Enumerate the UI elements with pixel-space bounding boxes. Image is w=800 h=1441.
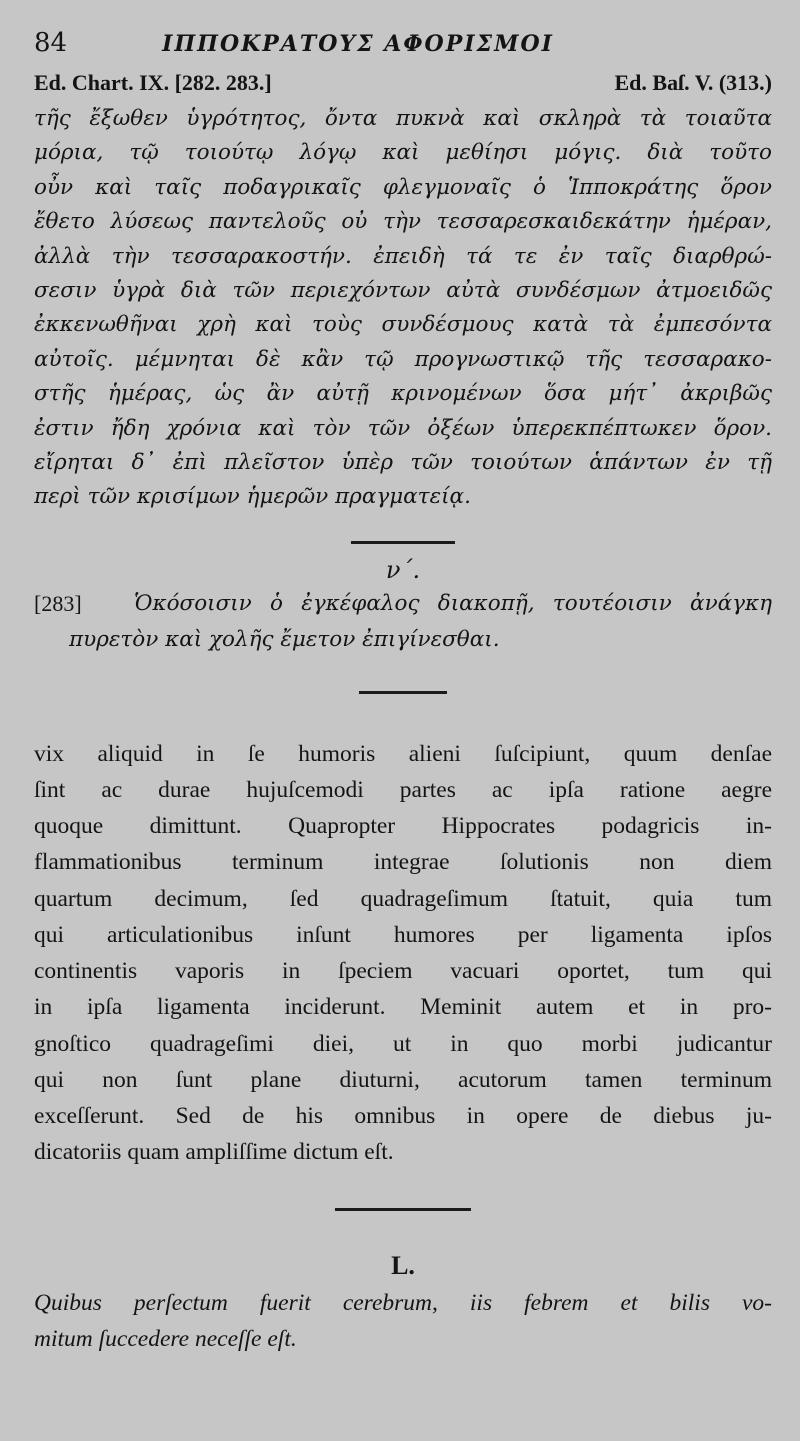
latin-aphorism-number: L. bbox=[391, 1251, 415, 1281]
edition-left: Ed. Chart. IX. [282. 283.] bbox=[34, 70, 272, 95]
greek-aphorism-line: Ὁκόσοισιν ὁ ἐγκέφαλος διακοπῇ, τουτέοισιν ἀνάγκη bbox=[134, 590, 772, 616]
greek-line: ἀλλὰ τὴν τεσσαρακοστήν. ἐπειδὴ τά τε ἐν ταῖς διαρθρώ- bbox=[34, 243, 772, 269]
latin-line: gnoſtico quadrageſimi diei, ut in quo morbi judicantur bbox=[34, 1030, 772, 1057]
aphorism-reference: [283] bbox=[34, 590, 82, 616]
latin-line: ſint ac durae hujuſcemodi partes ac ipſa ratione aegre bbox=[34, 777, 772, 804]
greek-line: ἔθετο λύσεως παντελοῦς οὐ τὴν τεσσαρεσκαιδεκάτην ἡμέραν, bbox=[34, 209, 772, 235]
greek-aphorism bbox=[34, 586, 772, 658]
section-divider bbox=[359, 691, 447, 694]
latin-commentary bbox=[34, 736, 772, 1170]
latin-aphorism-line: mitum ſuccedere neceſſe eſt. bbox=[34, 1326, 297, 1353]
greek-line: μόρια, τῷ τοιούτῳ λόγῳ καὶ μεθίησι μόγις. διὰ τοῦτο bbox=[34, 140, 772, 166]
latin-line: flammationibus terminum integrae ſolutionis non diem bbox=[34, 849, 772, 876]
greek-line: τῆς ἔξωθεν ὑγρότητος, ὄντα πυκνὰ καὶ σκληρὰ τὰ τοιαῦτα bbox=[34, 106, 772, 131]
section-divider bbox=[351, 541, 455, 544]
greek-line: οὖν καὶ ταῖς ποδαγρικαῖς φλεγμοναῖς ὁ Ἱπποκράτης ὅρον bbox=[34, 174, 772, 200]
latin-line: dicatoriis quam ampliſſime dictum eſt. bbox=[34, 1139, 394, 1166]
greek-line: σεσιν ὑγρὰ διὰ τῶν περιεχόντων αὐτὰ συνδέσμων ἀτμοειδῶς bbox=[34, 278, 772, 304]
section-divider bbox=[335, 1208, 471, 1211]
greek-commentary bbox=[34, 102, 772, 515]
edition-reference-line bbox=[34, 70, 772, 100]
latin-line: qui non ſunt plane diuturni, acutorum tamen terminum bbox=[34, 1066, 772, 1093]
edition-right: Ed. Baſ. V. (313.) bbox=[614, 70, 772, 95]
latin-line: qui articulationibus inſunt humores per ligamenta ipſos bbox=[34, 921, 772, 948]
latin-line: quoque dimittunt. Quapropter Hippocrates podagricis in- bbox=[34, 813, 772, 840]
latin-line: vix aliquid in ſe humoris alieni ſuſcipiunt, quum denſae bbox=[34, 740, 772, 767]
page-number: 84 bbox=[34, 28, 68, 58]
greek-aphorism-line: πυρετὸν καὶ χολῆς ἔμετον ἐπιγίνεσθαι. bbox=[69, 626, 500, 652]
latin-line: quartum decimum, ſed quadrageſimum ſtatuit, quia tum bbox=[34, 885, 772, 912]
latin-aphorism-line: Quibus perſectum fuerit cerebrum, iis febrem et bilis vo- bbox=[34, 1290, 772, 1317]
greek-aphorism-number: ν΄. bbox=[385, 555, 421, 584]
latin-line: continentis vaporis in ſpeciem vacuari oportet, tum qui bbox=[34, 958, 772, 985]
greek-line: αὐτοῖς. μέμνηται δὲ κἂν τῷ προγνωστικῷ τῆς τεσσαρακο- bbox=[34, 346, 772, 372]
latin-line: exceſſerunt. Sed de his omnibus in opere de diebus ju- bbox=[34, 1102, 772, 1129]
greek-line: ἐστιν ἤδη χρόνια καὶ τὸν τῶν ὀξέων ὑπερεκπέπτωκεν ὅρον. bbox=[34, 415, 772, 441]
page-header bbox=[34, 28, 772, 68]
latin-line: in ipſa ligamenta inciderunt. Meminit autem et in pro- bbox=[34, 994, 772, 1021]
greek-line: περὶ τῶν κρισίμων ἡμερῶν πραγματείᾳ. bbox=[34, 484, 471, 510]
greek-line: στῆς ἡμέρας, ὡς ἂν αὐτῇ κρινομένων ὅσα μήτ᾽ ἀκριβῶς bbox=[34, 381, 772, 407]
latin-aphorism bbox=[34, 1285, 772, 1357]
greek-line: εἴρηται δ᾽ ἐπὶ πλεῖστον ὑπὲρ τῶν τοιούτων ἁπάντων ἐν τῇ bbox=[34, 450, 772, 476]
greek-aphorism-text bbox=[69, 586, 772, 658]
greek-line: ἐκκενωθῆναι χρὴ καὶ τοὺς συνδέσμους κατὰ τὰ ἐμπεσόντα bbox=[34, 312, 772, 338]
running-title: ΙΠΠΟΚΡΑΤΟΥΣ ΑΦΟΡΙΣΜΟΙ bbox=[162, 31, 554, 57]
